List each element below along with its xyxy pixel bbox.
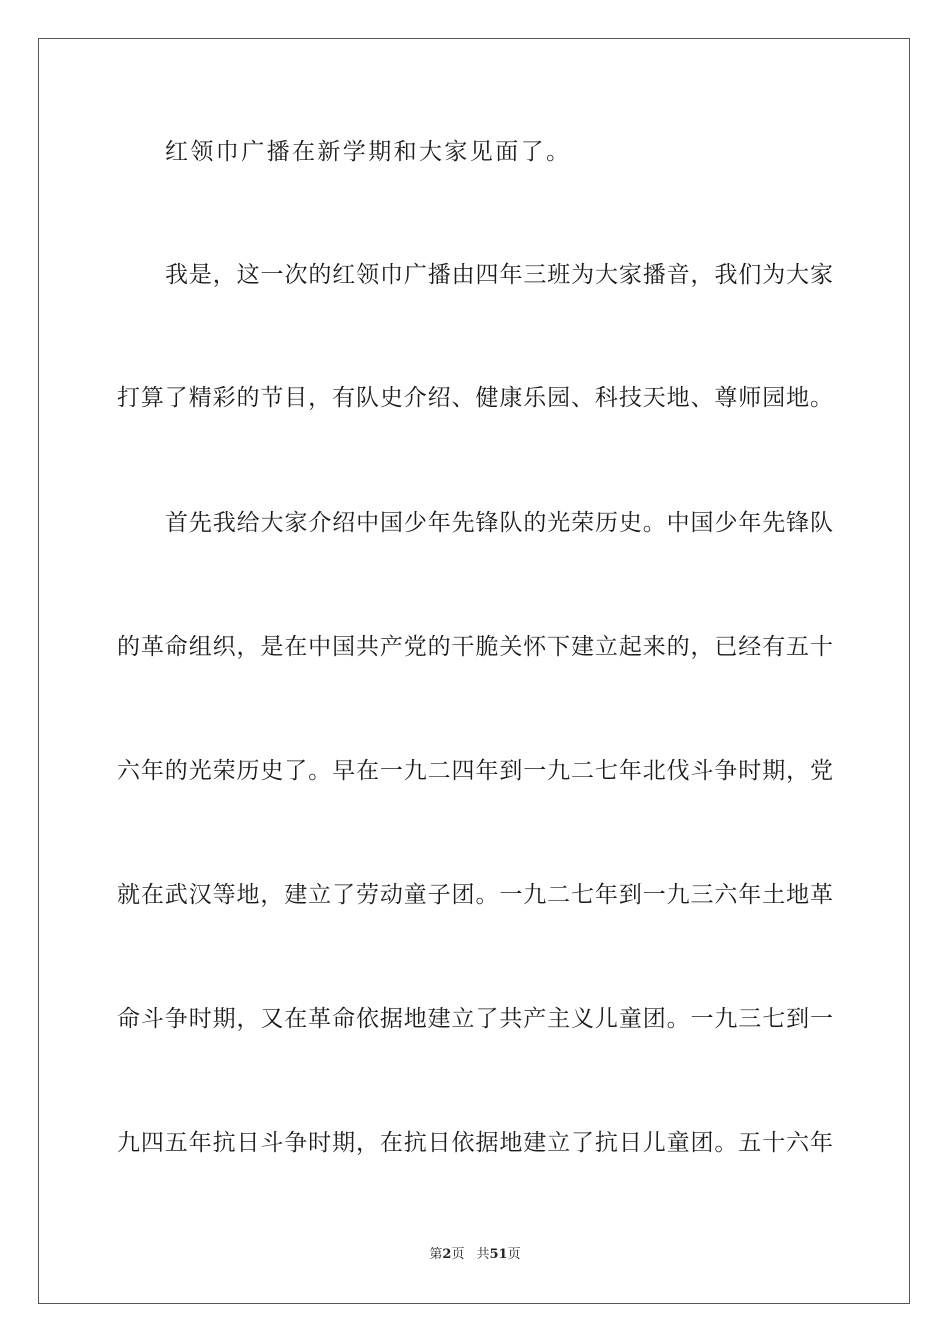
total-prefix: 共 (476, 1247, 490, 1262)
total-suffix: 页 (507, 1247, 521, 1262)
paragraph-line: 我是，这一次的红领巾广播由四年三班为大家播音，我们为大家 (165, 262, 833, 288)
paragraph-line: 六年的光荣历史了。早在一九二四年到一九二七年北伐斗争时期，党 (117, 758, 833, 784)
paragraph-line: 打算了精彩的节目，有队史介绍、健康乐园、科技天地、尊师园地。 (117, 385, 833, 411)
paragraph-line: 红领巾广播在新学期和大家见面了。 (165, 139, 572, 165)
page-prefix: 第 (429, 1247, 443, 1262)
paragraph-line: 九四五年抗日斗争时期，在抗日依据地建立了抗日儿童团。五十六年 (117, 1130, 833, 1156)
paragraph-line: 的革命组织，是在中国共产党的干脆关怀下建立起来的，已经有五十 (117, 634, 833, 660)
paragraph-line: 首先我给大家介绍中国少年先锋队的光荣历史。中国少年先锋队 (165, 510, 833, 536)
total-pages: 51 (489, 1247, 508, 1262)
paragraph-line: 就在武汉等地，建立了劳动童子团。一九二七年到一九三六年土地革 (117, 882, 833, 908)
page-number: 2 (442, 1247, 452, 1262)
page-border (38, 38, 910, 1304)
page-suffix: 页 (451, 1247, 465, 1262)
page-footer (0, 1246, 950, 1264)
paragraph-line: 命斗争时期，又在革命依据地建立了共产主义儿童团。一九三七到一 (117, 1006, 833, 1032)
